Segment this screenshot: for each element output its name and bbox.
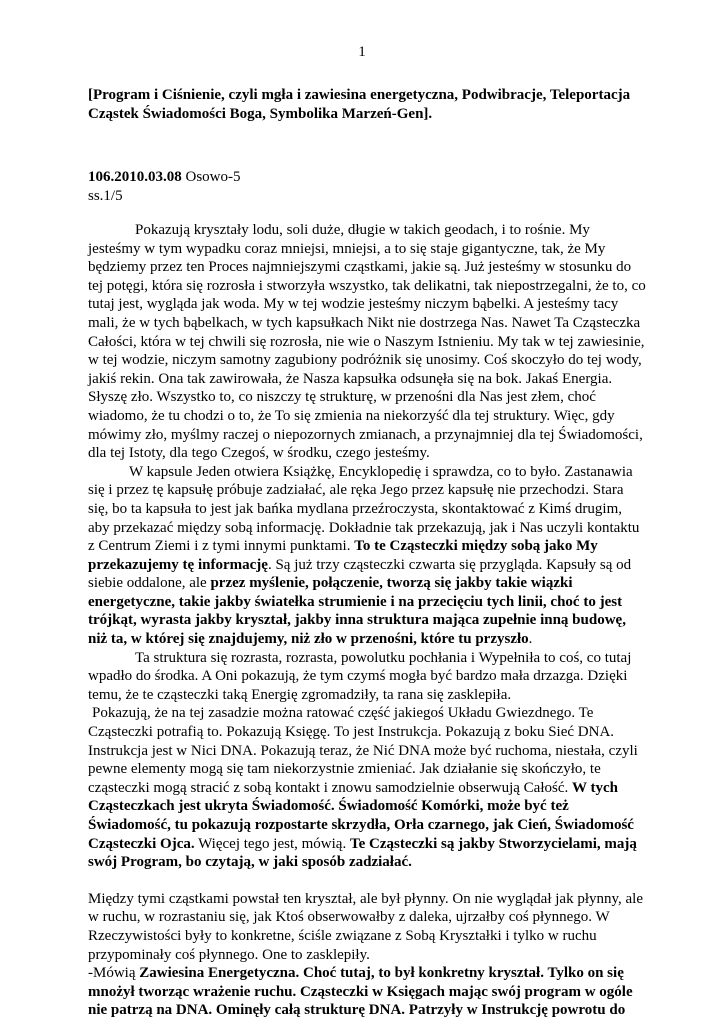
paragraph-4-text-a: Pokazują, że na tej zasadzie można ratować część jakiegoś Układu Gwiezdnego. Te Cząsteczki potrafią to. Pokazują Księgę. To jest Instrukcja. Pokazują z boku Sieć DNA. Instrukcja jest w Nici DNA. Pokazują teraz, że Nić DNA może być ruchoma, niestała, czyli pewne elementy mogą się tam niekorzystnie zmieniać. Jak działanie się skończyło, te cząsteczki mogą stracić z sobą kontakt i znowu samodzielnie obserwują Całość.	[88, 705, 638, 796]
paragraph-4	[88, 704, 646, 871]
paragraph-2	[88, 463, 646, 649]
paragraph-4-bold-b: Te Cząsteczki są jakby Stworzycielami, mają swój Program, bo czytają, w jaki sposób zadziałać.	[88, 835, 637, 871]
paragraph-2-bold-a: To te Cząsteczki między sobą jako My przekazujemy tę informację	[88, 538, 598, 573]
document-pages: ss.1/5	[88, 188, 123, 204]
paragraph-2-bold-b: przez myślenie, połączenie, tworzą się jakby takie wiązki energetyczne, takie jakby światełka strumienie i na przecięciu tych linii, choć to jest trójkąt, wyrasta jakby kryształ, jakby inna struktura mająca zupełnie inną budowę, niż ta, w której się znajdujemy, niż zło w przenośni, które tu przyszło	[88, 575, 626, 648]
paragraph-gap	[88, 872, 646, 890]
page-number: 1	[358, 44, 366, 60]
paragraph-6-text-a: -Mówią	[88, 965, 140, 982]
paragraph-1: Pokazują kryształy lodu, soli duże, długie w takich geodach, i to rośnie. My jesteśmy w tym wypadku coraz mniejsi, mniejsi, a to się staje gigantyczne, tak, że My będziemy przez ten Proces najmniejszymi cząstkami, jakie są. Już jesteśmy w stosunku do tej potęgi, która się rozrosła i stworzyła wszystko, tak delikatni, tak niepostrzegalni, że to, co tutaj jest, wygląda jak woda. My w tej wodzie jesteśmy niczym bąbelki. A jesteśmy tacy mali, że w tych bąbelkach, w tych kapsułkach Nikt nie dostrzega Nas. Nawet Ta Cząsteczka Całości, która w tej chwili się rozrosła, nie wie o Naszym Istnieniu. My tak w tej zawiesinie, w tej wodzie, niczym samotny zagubiony podróżnik się unosimy. Coś skoczyło do tej wody, jakiś rekin. Ona tak zawirowała, że Nasza kapsułka odsunęła się na bok. Jakaś Energia. Słyszę zło. Wszystko to, co niszczy tę strukturę, w przenośni dla Nas jest złem, choć wiadomo, że tu chodzi o to, że To się zmienia na niekorzyść dla tej struktury. Więc, gdy mówimy zło, myślmy raczej o niepozornych zmianach, a przynajmniej dla tej Świadomości, dla tej Istoty, dla tego Czegoś, w środku, czego jesteśmy.	[88, 222, 646, 462]
document-meta	[88, 168, 241, 206]
document-body	[88, 221, 646, 1020]
document-id: 106.2010.03.08	[88, 169, 182, 185]
paragraph-5: Między tymi cząstkami powstał ten kryształ, ale był płynny. On nie wyglądał jak płynny, ale w ruchu, w rozrastaniu się, jak Ktoś obserwowałby z daleka, ujrzałby coś płynnego. W Rzeczywistości były to konkretne, ściśle związane z Sobą Kryształki i tylko w ruchu przypominały coś płynnego. One to zasklepiły.	[88, 890, 643, 963]
document-title: [Program i Ciśnienie, czyli mgła i zawiesina energetyczna, Podwibracje, Teleportacja Cząstek Świadomości Boga, Symbolika Marzeń-Gen].	[88, 87, 631, 122]
paragraph-4-text-b: Więcej tego jest, mówią.	[194, 835, 350, 852]
document-place: Osowo-5	[181, 169, 241, 185]
paragraph-4-bold-a: W tych Cząsteczkach jest ukryta Świadomość. Świadomość Komórki, może być też Świadomość, tu pokazują rozpostarte skrzydła, Orła czarnego, jak Cień, Świadomość Cząsteczki Ojca.	[88, 779, 634, 852]
paragraph-2-text-b: . Są już trzy cząsteczki czwarta się przygląda. Kapsuły są od siebie oddalone, ale	[88, 556, 632, 592]
paragraph-3: Ta struktura się rozrasta, rozrasta, powolutku pochłania i Wypełniła to coś, co tutaj wpadło do środka. A Oni pokazują, że tym czymś mogła być bardzo mała drzazga. Dzięki temu, że te cząsteczki taką Energię zgromadziły, ta rana się zasklepiła.	[88, 649, 632, 703]
paragraph-2-text-a: W kapsule Jeden otwiera Książkę, Encyklopedię i sprawdza, co to było. Zastanawia się i przez tę kapsułę próbuje zadziałać, ale ręka Jego przez kapsułę nie przechodzi. Stara się, bo ta kapsuła to jest jak bańka mydlana przeźroczysta, skontaktować z Kimś drugim, aby przekazać między sobą informację. Dokładnie tak przekazują, jak i Nas uczyli kontaktu z Centrum Ziemi i z tymi innymi punktami.	[88, 463, 640, 555]
meta-line-1	[88, 168, 241, 187]
paragraph-2-text-c: .	[528, 631, 533, 648]
paragraph-6	[88, 964, 646, 1020]
paragraph-6-bold-a: Zawiesina Energetyczna. Choć tutaj, to był konkretny kryształ. Tylko on się mnożył tworząc wrażenie ruchu. Cząsteczki w Księgach mając swój program w ogóle nie patrzą na DNA. Ominęły całą strukturę DNA. Patrzyły w Instrukcję powrotu do	[88, 965, 633, 1019]
